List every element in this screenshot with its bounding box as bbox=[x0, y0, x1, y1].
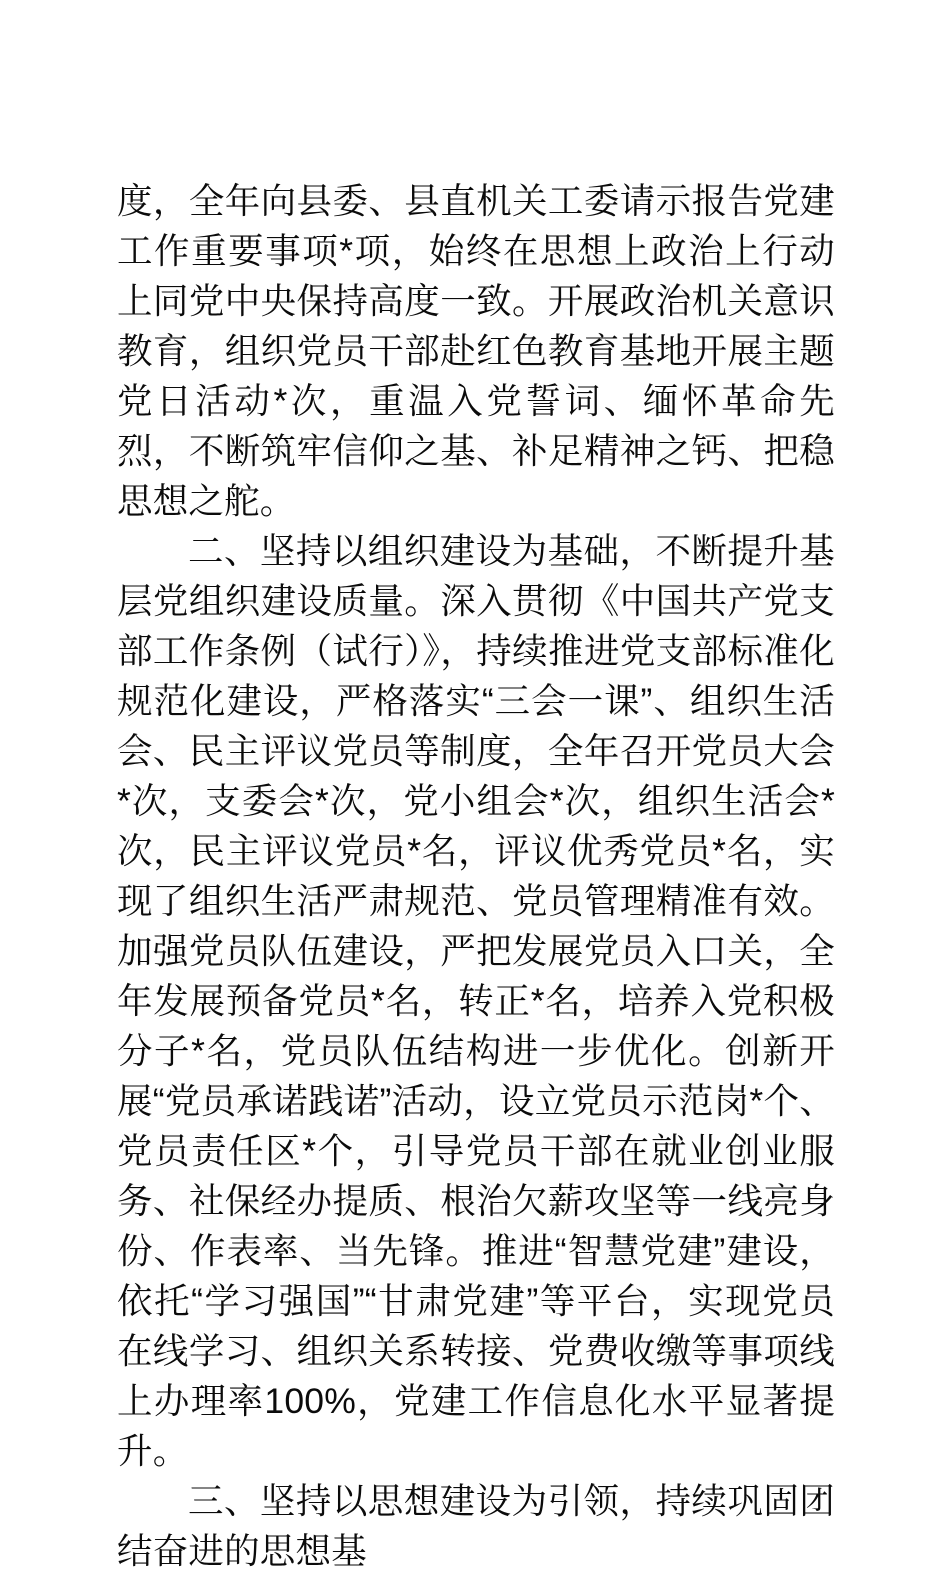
document-text-body bbox=[117, 176, 835, 1576]
paragraph-section-two: 二、坚持以组织建设为基础，不断提升基层党组织建设质量。深入贯彻《中国共产党支部工作条例（试行）》，持续推进党支部标准化规范化建设，严格落实“三会一课”、组织生活会、民主评议党员等制度，全年召开党员大会*次，支委会*次，党小组会*次，组织生活会*次，民主评议党员*名，评议优秀党员*名，实现了组织生活严肃规范、党员管理精准有效。加强党员队伍建设，严把发展党员入口关，全年发展预备党员*名，转正*名，培养入党积极分子*名，党员队伍结构进一步优化。创新开展“党员承诺践诺”活动，设立党员示范岗*个、党员责任区*个，引导党员干部在就业创业服务、社保经办提质、根治欠薪攻坚等一线亮身份、作表率、当先锋。推进“智慧党建”建设，依托“学习强国”“甘肃党建”等平台，实现党员在线学习、组织关系转接、党费收缴等事项线上办理率100%，党建工作信息化水平显著提升。 bbox=[117, 531, 835, 1471]
paragraph-continued: 度，全年向县委、县直机关工委请示报告党建工作重要事项*项，始终在思想上政治上行动上同党中央保持高度一致。开展政治机关意识教育，组织党员干部赴红色教育基地开展主题党日活动*次，重温入党誓词、缅怀革命先烈，不断筑牢信仰之基、补足精神之钙、把稳思想之舵。 bbox=[117, 181, 835, 521]
paragraph-section-three: 三、坚持以思想建设为引领，持续巩固团结奋进的思想基 bbox=[117, 1481, 835, 1571]
